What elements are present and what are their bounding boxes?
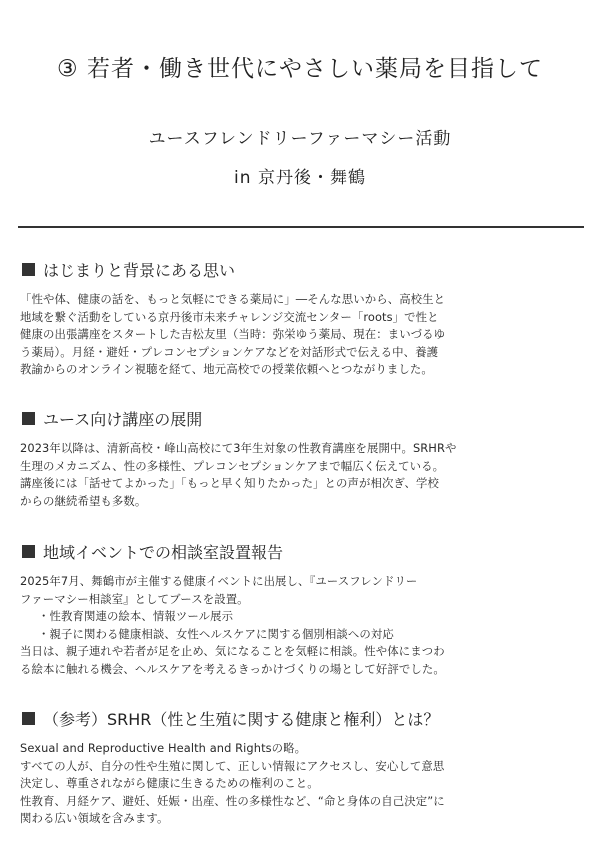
square-bullet-icon <box>22 263 35 276</box>
section-srhr-reference <box>20 707 584 828</box>
body-line: 講座後には「話せてよかった」「もっと早く知りたかった」との声が相次ぎ、学校 <box>20 476 439 490</box>
body-line: からの継続希望も多数。 <box>20 493 147 508</box>
section-heading-text: はじまりと背景にある思い <box>43 261 236 280</box>
square-bullet-icon <box>22 712 35 725</box>
body-line: 「性や体、健康の話を、もっと気軽にできる薬局に」―そんな思いから、高校生と <box>20 292 446 306</box>
section-body <box>20 740 584 828</box>
body-line: う薬局）。月経・避妊・プレコンセプションケアなどを対話形式で伝える中、養護 <box>20 344 439 359</box>
section-heading-text: （参考）SRHR（性と生殖に関する健康と権利）とは？ <box>43 710 440 729</box>
body-line: 教諭からのオンライン視聴を経て、地元高校での授業依頼へとつながりました。 <box>20 362 433 376</box>
section-heading <box>20 707 584 730</box>
page-title: ③ 若者・働き世代にやさしい薬局を目指して <box>57 56 543 82</box>
section-body <box>20 291 584 379</box>
section-heading-text: 地域イベントでの相談室設置報告 <box>43 543 284 562</box>
body-line: ファーマシー相談室』としてブースを設置。 <box>20 591 249 606</box>
section-background <box>20 258 584 379</box>
section-heading-text: ユース向け講座の展開 <box>43 410 203 429</box>
section-body <box>20 573 584 678</box>
body-line: Sexual and Reproductive Health and Rightsの略。 <box>20 741 307 755</box>
body-line: 健康の出張講座をスタートした吉松友里（当時：弥栄ゆう薬局、現在：まいづるゆ <box>20 327 446 341</box>
square-bullet-icon <box>22 412 35 425</box>
bullet-line: ・親子に関わる健康相談、女性ヘルスケアに関する個別相談への対応 <box>38 626 394 641</box>
page-subtitle-location: in 京丹後・舞鶴 <box>234 168 366 188</box>
section-event-report <box>20 540 584 678</box>
body-line: 当日は、親子連れや若者が足を止め、気になることを気軽に相談。性や体にまつわ <box>20 644 445 658</box>
body-line: る絵本に触れる機会、ヘルスケアを考えるきっかけづくりの場として好評でした。 <box>20 661 445 676</box>
section-heading <box>20 407 584 430</box>
section-heading <box>20 540 584 563</box>
bullet-line: ・性教育関連の絵本、情報ツール展示 <box>38 609 234 623</box>
body-line: 関わる広い領域を含みます。 <box>20 811 169 825</box>
page-subtitle: ユースフレンドリーファーマシー活動 <box>148 129 452 149</box>
body-line: 決定し、尊重されながら健康に生きるための権利のこと。 <box>20 776 319 790</box>
body-line: 2025年7月、舞鶴市が主催する健康イベントに出展し、『ユースフレンドリー <box>20 574 418 588</box>
body-line: 2023年以降は、清新高校・峰山高校にて3年生対象の性教育講座を展開中。SRHRや <box>20 441 457 455</box>
section-body <box>20 440 584 510</box>
body-line: 性教育、月経ケア、避妊、妊娠・出産、性の多様性など、“命と身体の自己決定”に <box>20 793 445 808</box>
divider-rule <box>18 226 584 228</box>
section-heading <box>20 258 584 281</box>
body-line: 生理のメカニズム、性の多様性、プレコンセプションケアまで幅広く伝えている。 <box>20 458 445 473</box>
body-line: 地域を繋ぐ活動をしている京丹後市未来チャレンジ交流センター「roots」で性と <box>20 309 439 324</box>
section-youth-lectures <box>20 407 584 510</box>
square-bullet-icon <box>22 545 35 558</box>
body-line: すべての人が、自分の性や生殖に関して、正しい情報にアクセスし、安心して意思 <box>20 758 445 773</box>
